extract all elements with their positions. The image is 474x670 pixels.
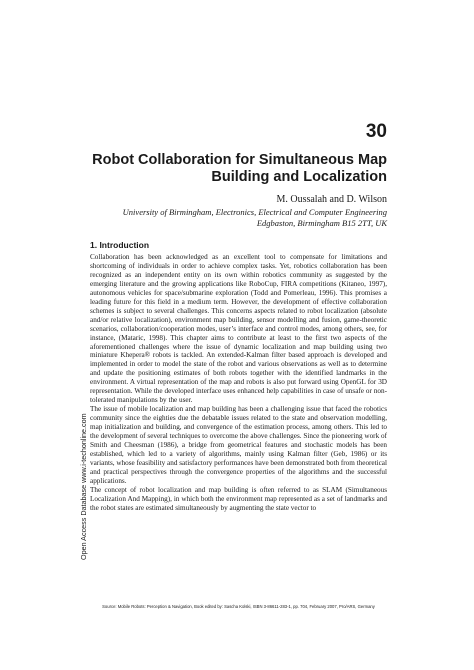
affiliation-line: University of Birmingham, Electronics, Electrical and Computer Engineering bbox=[122, 207, 387, 217]
side-watermark: Open Access Database www.i-techonline.com bbox=[79, 413, 88, 560]
paragraph: The concept of robot localization and map building is often referred to as SLAM (Simultaneous Localization And Mapping), in which both the environment map represented as a set of landmarks and the robot states are estimated simultaneously by augmenting the state vector to bbox=[90, 485, 387, 512]
body-text bbox=[90, 253, 387, 513]
affiliation-line: Edgbaston, Birmingham B15 2TT, UK bbox=[256, 217, 387, 228]
chapter-title bbox=[67, 152, 387, 186]
chapter-title-line: Building and Localization bbox=[211, 169, 387, 185]
paragraph: Collaboration has been acknowledged as an excellent tool to compensate for limitations and shortcoming of individuals in order to achieve complex tasks. Yet, robotics collaboration has been recognized as an independent entity on its own within robotics community as suggested by the emerging literature and the growing applications like RoboCup, FIRA competitions (Kitaneo, 1997), autonomous vehicles for space/submarine exploration (Todd and Pomerleau, 1996). This promises a leading future for this field in a medium term. However, the development of effective collaboration schemes is subject to several challenges. This concerns aspects related to robot localization (absolute and/or relative localization), environment map building, sensor modelling and fusion, game-theoretic scenarios, collaboration/cooperation modes, user’s interface and control modes, among others, see, for instance, (Mataric, 1998). This chapter aims to contribute at least to the first two aspects of the aforementioned challenges where the issue of dynamic localization and map building using two miniature Khepera® robots is tackled. An extended-Kalman filter based approach is developed and implemented in order to model the state of the robot and various observations as well as to determine and update the positioning estimates of both robots together with the identified landmarks in the environment. A virtual representation of the map and robots is also put forward using OpenGL for 3D representation. While the developed interface uses enhanced help capabilities in case of unsafe or non-tolerated manipulations by the user. bbox=[90, 253, 387, 405]
chapter-number: 30 bbox=[365, 121, 387, 142]
footer-source-note: Source: Mobile Robots: Perception & Navigation, Book edited by: Sascha Kolski, ISBN 3-86611-283-1, pp. 704, February 2007, Pro/ARS, Germany bbox=[102, 604, 375, 609]
chapter-title-line: Robot Collaboration for Simultaneous Map bbox=[92, 152, 387, 168]
affiliation bbox=[57, 207, 387, 228]
paragraph: The issue of mobile localization and map building has been a challenging issue that faced the robotics community since the eighties due the debatable issues related to the state and observation modelling, map initialization and building, and convergence of the estimation process, among others. This led to the development of several techniques to overcome the above challenges. Since the pioneering work of Smith and Cheesman (1986), a bridge from geometrical features and stochastic models has been established, which led to a variety of algorithms, mainly using Kalman filter (Geb, 1986) or its variants, whose feasibility and satisfactory performances have been demonstrated both from theoretical and practical perspectives through the convergence properties of the algorithms and the successful applications. bbox=[90, 405, 387, 485]
authors: M. Oussalah and D. Wilson bbox=[276, 194, 387, 205]
section-heading: 1. Introduction bbox=[90, 240, 150, 250]
